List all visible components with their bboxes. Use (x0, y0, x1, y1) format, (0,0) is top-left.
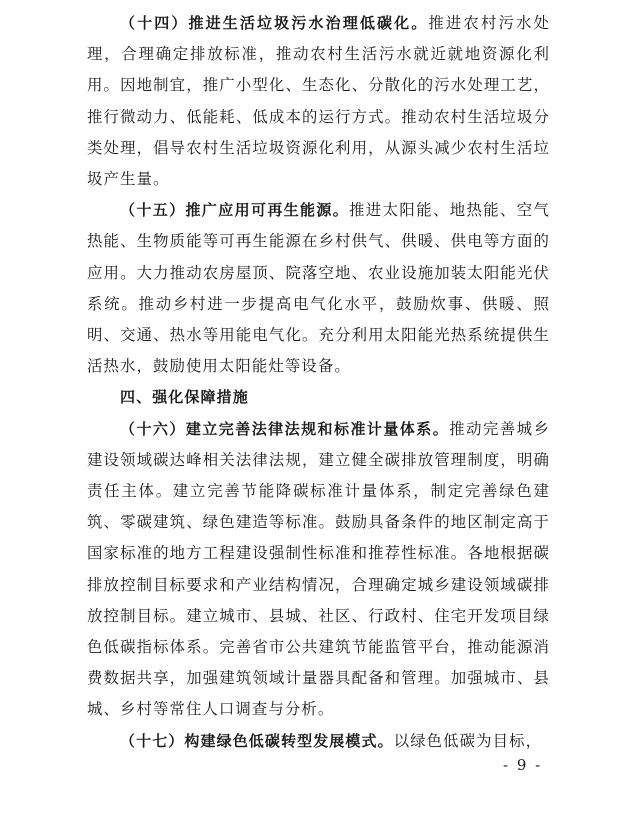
paragraph-17 (87, 726, 550, 757)
section-heading: 四、强化保障措施 (120, 388, 249, 407)
paragraph-15 (87, 195, 550, 382)
paragraph-14 (87, 8, 550, 195)
body-text (87, 8, 550, 757)
paragraph-text: 推进农村污水处理，合理确定排放标准，推动农村生活污水就近就地资源化利用。因地制宜，推广小型化、生态化、分散化的污水处理工艺，推行微动力、低能耗、低成本的运行方式。推动农村生活垃圾分类处理，倡导农村生活垃圾资源化利用，从源头减少农村生活垃圾产生量。 (87, 14, 550, 189)
paragraph-lead: （十五）推广应用可再生能源。 (120, 201, 350, 220)
paragraph-text: 以绿色低碳为目标， (393, 731, 543, 750)
paragraph-lead: （十四）推进生活垃圾污水治理低碳化。 (120, 14, 429, 32)
page-number: - 9 - (503, 756, 543, 774)
paragraph-lead: （十七）构建绿色低碳转型发展模式。 (120, 731, 394, 750)
paragraph-lead: （十六）建立完善法律法规和标准计量体系。 (120, 419, 450, 438)
paragraph-text: 推进太阳能、地热能、空气热能、生物质能等可再生能源在乡村供气、供暖、供电等方面的应用。大力推动农房屋顶、院落空地、农业设施加装太阳能光伏系统。推动乡村进一步提高电气化水平，鼓励炊事、供暖、照明、交通、热水等用能电气化。充分利用太阳能光热系统提供生活热水，鼓励使用太阳能灶等设备。 (87, 201, 550, 376)
paragraph-text: 推动完善城乡建设领域碳达峰相关法律法规，建立健全碳排放管理制度，明确责任主体。建立完善节能降碳标准计量体系，制定完善绿色建筑、零碳建筑、绿色建造等标准。鼓励具备条件的地区制定高于国家标准的地方工程建设强制性标准和推荐性标准。各地根据碳排放控制目标要求和产业结构情况，合理确定城乡建设领域碳排放控制目标。建立城市、县城、社区、行政村、住宅开发项目绿色低碳指标体系。完善省市公共建筑节能监管平台，推动能源消费数据共享，加强建筑领域计量器具配备和管理。加强城市、县城、乡村等常住人口调查与分析。 (87, 419, 550, 719)
paragraph-16 (87, 414, 550, 726)
